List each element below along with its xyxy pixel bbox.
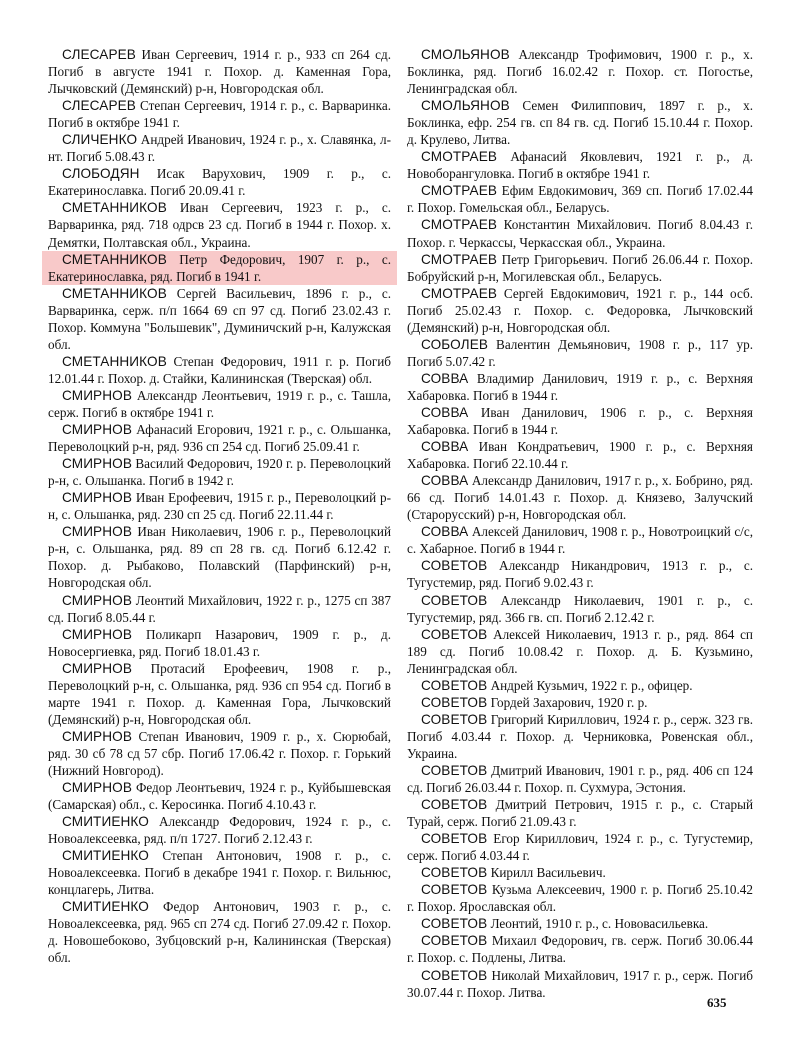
list-entry: [48, 779, 391, 813]
entry-surname: СМИРНОВ: [62, 456, 132, 472]
entry-surname: СМИРНОВ: [62, 524, 132, 540]
list-entry: [407, 762, 753, 796]
list-entry: [407, 677, 753, 694]
entry-details: Афанасий Яковлевич, 1921 г. р., д. Новоборангуловка. Погиб в октябре 1941 г.: [407, 149, 753, 182]
entry-surname: СМОТРАЕВ: [421, 217, 498, 233]
list-entry: [48, 489, 391, 523]
list-entry: [48, 847, 391, 898]
entry-surname: СОВВА: [421, 439, 469, 455]
list-entry: [407, 796, 753, 830]
entry-details: Иван Сергеевич, 1923 г. р., с. Варваринка, ряд. 718 одрсв 23 сд. Погиб в 1944 г. Похор. х. Демятки, Полтавская обл., Украина.: [48, 200, 391, 250]
entry-details: Андрей Кузьмич, 1922 г. р., офицер.: [487, 677, 693, 693]
entry-surname: СОВЕТОВ: [421, 592, 488, 608]
list-entry: [407, 182, 753, 216]
list-entry: [407, 557, 753, 591]
list-entry: [407, 915, 753, 932]
entry-details: Алексей Данилович, 1908 г. р., Новотроицкий с/с, с. Хабарное. Погиб в 1944 г.: [407, 524, 753, 557]
list-entry: [407, 97, 753, 148]
entry-details: Владимир Данилович, 1919 г. р., с. Верхняя Хабаровка. Погиб в 1944 г.: [407, 370, 753, 403]
entry-details: Иван Ерофеевич, 1915 г. р., Переволоцкий р-н, с. Ольшанка, ряд. 230 сп 25 сд. Погиб 22.11.44 г.: [48, 490, 391, 523]
entry-surname: СМОТРАЕВ: [421, 183, 498, 199]
entry-details: Александр Данилович, 1917 г. р., х. Бобрино, ряд. 66 сд. Погиб 14.01.43 г. Похор. д. Князево, Залучский (Старорусский) р-н, Новгородская обл.: [407, 473, 753, 523]
list-entry: [407, 46, 753, 97]
entry-surname: СОВЕТОВ: [421, 762, 488, 778]
entry-surname: СОВЕТОВ: [421, 916, 488, 932]
list-entry: [48, 46, 391, 97]
entry-details: Протасий Ерофеевич, 1908 г. р., Переволоцкий р-н, с. Ольшанка, ряд. 936 сп 954 сд. Погиб в марте 1941 г. Похор. д. Каменная Гора, Лычковский (Демянский) р-н, Новгородская обл.: [48, 660, 391, 727]
entry-details: Александр Федорович, 1924 г. р., с. Новоалексеевка, ряд. п/п 1727. Погиб 2.12.43 г.: [48, 814, 391, 847]
list-entry: [407, 148, 753, 182]
entry-details: Поликарп Назарович, 1909 г. р., д. Новосергиевка, ряд. Погиб 18.01.43 г.: [48, 626, 391, 659]
entry-surname: СОВЕТОВ: [421, 626, 488, 642]
list-entry: [48, 131, 391, 165]
list-entry: [48, 592, 391, 626]
list-entry: [407, 626, 753, 677]
entry-details: Алексей Николаевич, 1913 г. р., ряд. 864 сп 189 сд. Погиб 10.08.42 г. Похор. д. Б. Кузьмино, Ленинградская обл.: [407, 626, 753, 676]
entry-details: Сергей Васильевич, 1896 г. р., с. Варваринка, серж. п/п 1664 69 сп 97 сд. Погиб 23.02.43 г. Похор. Коммуна "Большевик", Думиничский р-н, Калужская обл.: [48, 285, 391, 352]
entry-details: Дмитрий Петрович, 1915 г. р., с. Старый Турай, серж. Погиб 21.09.43 г.: [407, 797, 753, 830]
entry-details: Александр Никандрович, 1913 г. р., с. Тугустемир, ряд. Погиб 9.02.43 г.: [407, 558, 753, 591]
entry-surname: СЛЕСАРЕВ: [62, 47, 136, 62]
entry-surname: СМЕТАННИКОВ: [62, 285, 167, 301]
entry-surname: СМИРНОВ: [62, 728, 132, 744]
entry-surname: СОВЕТОВ: [421, 865, 488, 881]
entry-details: Егор Кириллович, 1924 г. р., с. Тугустемир, серж. Погиб 4.03.44 г.: [407, 831, 753, 864]
list-entry: [407, 694, 753, 711]
list-entry: [407, 438, 753, 472]
list-entry: [407, 472, 753, 523]
entry-surname: СОБОЛЕВ: [421, 336, 489, 352]
list-entry: [407, 216, 753, 250]
list-entry: [407, 967, 753, 1001]
entry-details: Валентин Демьянович, 1908 г. р., 117 ур. Погиб 5.07.42 г.: [407, 336, 753, 369]
list-entry: [407, 370, 753, 404]
list-entry: [48, 523, 391, 591]
entry-surname: СЛИЧЕНКО: [62, 132, 138, 148]
entry-details: Иван Сергеевич, 1914 г. р., 933 сп 264 сд. Погиб в августе 1941 г. Похор. д. Каменная Гора, Лычковский (Демянский) р-н, Новгородская обл.: [48, 47, 391, 97]
list-entry: [407, 864, 753, 881]
right-column: [407, 46, 753, 1001]
entry-surname: СМИТИЕНКО: [62, 899, 149, 915]
entry-surname: СОВВА: [421, 524, 469, 540]
entry-details: Степан Антонович, 1908 г. р., с. Новоалексеевка. Погиб в декабре 1941 г. Похор. г. Вильнюс, концлагерь, Литва.: [48, 848, 391, 898]
highlighted-entry: [48, 251, 391, 285]
entry-surname: СОВЕТОВ: [421, 694, 488, 710]
page-number: 635: [707, 995, 727, 1010]
entry-surname: СОВЕТОВ: [421, 677, 488, 693]
entry-surname: СМОТРАЕВ: [421, 149, 498, 165]
list-entry: [48, 421, 391, 455]
entry-details: Александр Леонтьевич, 1919 г. р., с. Ташла, серж. Погиб в октябре 1941 г.: [48, 387, 391, 420]
entry-details: Кирилл Васильевич.: [487, 865, 606, 881]
list-entry: [48, 898, 391, 966]
entry-details: Андрей Иванович, 1924 г. р., х. Славянка, л-нт. Погиб 5.08.43 г.: [48, 132, 391, 165]
entry-details: Иван Николаевич, 1906 г. р., Переволоцкий р-н, с. Ольшанка, ряд. 89 сп 28 гв. сд. Погиб 6.12.42 г. Похор. д. Рыбаково, Полавский (Парфинский) р-н, Новгородская обл.: [48, 524, 391, 591]
entry-details: Гордей Захарович, 1920 г. р.: [487, 694, 648, 710]
list-entry: [48, 97, 391, 131]
list-entry: [407, 711, 753, 762]
entry-surname: СОВЕТОВ: [421, 882, 488, 898]
entry-details: Михаил Федорович, гв. серж. Погиб 30.06.44 г. Похор. с. Подлены, Литва.: [407, 933, 753, 966]
entry-details: Николай Михайлович, 1917 г. р., серж. Погиб 30.07.44 г. Похор. Литва.: [407, 967, 753, 1000]
entry-details: Александр Трофимович, 1900 г. р., х. Боклинка, ряд. Погиб 16.02.42 г. Похор. ст. Погостье, Ленинградская обл.: [407, 47, 753, 97]
entry-surname: СЛОБОДЯН: [62, 166, 140, 182]
entry-details: Петр Григорьевич. Погиб 26.06.44 г. Похор. Бобруйский р-н, Могилевская обл., Беларусь.: [407, 251, 753, 284]
entry-details: Сергей Евдокимович, 1921 г. р., 144 осб. Погиб 25.02.43 г. Похор. с. Федоровка, Лычковский (Демянский) р-н, Новгородская обл.: [407, 285, 753, 335]
entry-details: Кузьма Алексеевич, 1900 г. р. Погиб 25.10.42 г. Похор. Ярославская обл.: [407, 882, 753, 915]
entry-surname: СОВВА: [421, 370, 469, 386]
list-entry: [48, 728, 391, 779]
list-entry: [48, 165, 391, 199]
entry-surname: СМОЛЬЯНОВ: [421, 47, 510, 62]
entry-surname: СОВВА: [421, 473, 469, 489]
entry-details: Степан Федорович, 1911 г. р. Погиб 12.01.44 г. Похор. д. Стайки, Калининская (Тверская) обл.: [48, 353, 391, 386]
entry-surname: СОВЕТОВ: [421, 967, 488, 983]
list-entry: [407, 251, 753, 285]
entry-surname: СОВВА: [421, 404, 469, 420]
entry-surname: СМИРНОВ: [62, 626, 132, 642]
entry-surname: СМИРНОВ: [62, 387, 132, 403]
entry-surname: СЛЕСАРЕВ: [62, 98, 136, 114]
entry-details: Дмитрий Иванович, 1901 г. р., ряд. 406 сп 124 сд. Погиб 26.03.44 г. Похор. п. Сухмура, Эстония.: [407, 762, 753, 796]
entry-surname: СМОТРАЕВ: [421, 285, 498, 301]
left-column: [48, 46, 391, 967]
list-entry: [407, 336, 753, 370]
entry-surname: СОВЕТОВ: [421, 797, 488, 813]
entry-details: Иван Данилович, 1906 г. р., с. Верхняя Хабаровка. Погиб в 1944 г.: [407, 404, 753, 438]
entry-surname: СМИТИЕНКО: [62, 848, 149, 864]
entry-details: Иван Кондратьевич, 1900 г. р., с. Верхняя Хабаровка. Погиб 22.10.44 г.: [407, 439, 753, 472]
entry-details: Семен Филиппович, 1897 г. р., х. Боклинка, ефр. 254 гв. сп 84 гв. сд. Погиб 15.10.44 г. Похор. д. Крулево, Литва.: [407, 98, 753, 148]
entry-details: Василий Федорович, 1920 г. р. Переволоцкий р-н, с. Ольшанка. Погиб в 1942 г.: [48, 456, 391, 489]
entry-details: Ефим Евдокимович, 369 сп. Погиб 17.02.44 г. Похор. Гомельская обл., Беларусь.: [407, 183, 753, 216]
entry-details: Федор Антонович, 1903 г. р., с. Новоалексеевка, ряд. 965 сп 274 сд. Погиб 27.09.42 г. Похор. д. Новошебоково, Зубцовский р-н, Калининская (Тверская) обл.: [48, 899, 391, 966]
list-entry: [48, 353, 391, 387]
entry-surname: СОВЕТОВ: [421, 933, 488, 949]
entry-details: Афанасий Егорович, 1921 г. р., с. Ольшанка, Переволоцкий р-н, ряд. 936 сп 254 сд. Погиб 25.09.41 г.: [48, 422, 391, 455]
list-entry: [407, 830, 753, 864]
list-entry: [48, 387, 391, 421]
entry-surname: СМЕТАННИКОВ: [62, 353, 167, 369]
list-entry: [407, 404, 753, 438]
entry-details: Леонтий, 1910 г. р., с. Нововасильевка.: [487, 916, 709, 932]
list-entry: [407, 592, 753, 626]
entry-surname: СМЕТАННИКОВ: [62, 200, 167, 216]
list-entry: [407, 523, 753, 557]
entry-surname: СМИРНОВ: [62, 490, 132, 506]
entry-surname: СМИТИЕНКО: [62, 814, 149, 830]
entry-surname: СОВЕТОВ: [421, 831, 488, 847]
entry-surname: СОВЕТОВ: [421, 558, 488, 574]
entry-surname: СМОТРАЕВ: [421, 251, 498, 267]
list-entry: [48, 813, 391, 847]
list-entry: [48, 285, 391, 353]
entry-details: Александр Николаевич, 1901 г. р., с. Тугустемир, ряд. 366 гв. сп. Погиб 2.12.42 г.: [407, 592, 753, 625]
entry-details: Леонтий Михайлович, 1922 г. р., 1275 сп 387 сд. Погиб 8.05.44 г.: [48, 592, 391, 625]
list-entry: [407, 932, 753, 966]
entry-surname: СМОЛЬЯНОВ: [421, 98, 510, 114]
entry-details: Исак Варухович, 1909 г. р., с. Екатеринославка. Погиб 20.09.41 г.: [48, 166, 391, 199]
list-entry: [407, 881, 753, 915]
list-entry: [48, 455, 391, 489]
entry-details: Федор Леонтьевич, 1924 г. р., Куйбышевская (Самарская) обл., с. Керосинка. Погиб 4.10.43 г.: [48, 780, 391, 813]
entry-surname: СОВЕТОВ: [421, 711, 488, 727]
list-entry: [48, 626, 391, 660]
entry-details: Степан Иванович, 1909 г. р., х. Сюрюбай, ряд. 30 сб 78 сд 57 сбр. Погиб 17.06.42 г. Похор. г. Горький (Нижний Новгород).: [48, 728, 391, 778]
entry-surname: СМЕТАННИКОВ: [62, 251, 167, 267]
entry-details: Петр Федорович, 1907 г. р., с. Екатеринославка, ряд. Погиб в 1941 г.: [48, 251, 391, 284]
entry-surname: СМИРНОВ: [62, 780, 132, 796]
entry-details: Константин Михайлович. Погиб 8.04.43 г. Похор. г. Черкассы, Черкасская обл., Украина.: [407, 217, 753, 250]
entry-surname: СМИРНОВ: [62, 422, 132, 438]
entry-details: Степан Сергеевич, 1914 г. р., с. Варваринка. Погиб в октябре 1941 г.: [48, 98, 391, 131]
entry-details: Григорий Кириллович, 1924 г. р., серж. 323 гв. Погиб 4.03.44 г. Похор. д. Черниковка, Ровенская обл., Украина.: [407, 711, 753, 761]
list-entry: [407, 285, 753, 336]
entry-surname: СМИРНОВ: [62, 592, 132, 608]
entry-surname: СМИРНОВ: [62, 660, 132, 676]
list-entry: [48, 199, 391, 250]
list-entry: [48, 660, 391, 728]
